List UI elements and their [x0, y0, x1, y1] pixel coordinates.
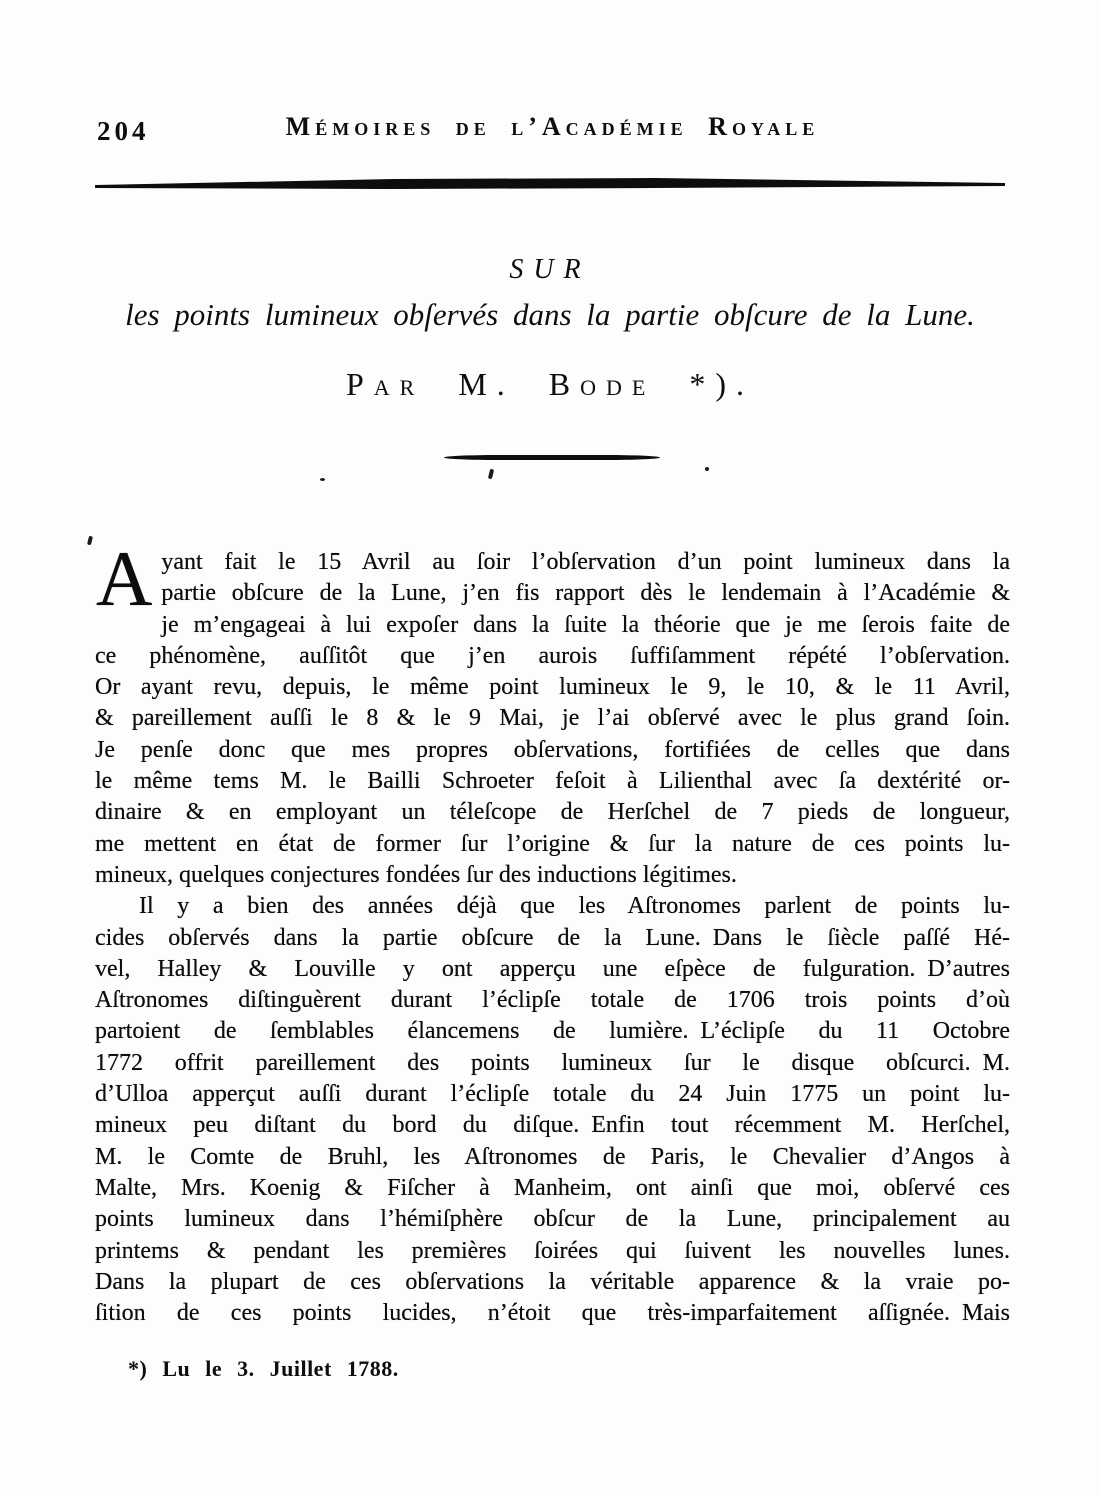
title-kicker: SUR: [509, 254, 591, 285]
running-title: Mémoires de l’Académie Royale: [285, 112, 820, 141]
body-line: Dans la plupart de ces obſervations la véritable apparence & la vraie po-: [95, 1268, 1010, 1295]
body-line: 1772 offrit pareillement des points lumineux ſur le disque obſcurci. M.: [95, 1049, 1010, 1076]
page-number: 204: [97, 116, 150, 146]
body-line: yant fait le 15 Avril au ſoir l’obſervation d’un point lumineux dans la: [161, 549, 1010, 575]
body-line: partie obſcure de la Lune, j’en fis rapport dès le lendemain à l’Académie &: [161, 580, 1010, 607]
article-body: [95, 535, 1010, 1329]
body-line: M. le Comte de Bruhl, les Aſtronomes de Paris, le Chevalier d’Angos à: [95, 1143, 1010, 1170]
title-divider: [444, 455, 660, 460]
article-title: les points lumineux obſervés dans la partie obſcure de la Lune.: [125, 297, 975, 332]
body-line: Aſtronomes diſtinguèrent durant l’éclipſe totale de 1706 trois points d’où: [95, 987, 1010, 1014]
body-line: Je penſe donc que mes propres obſervations, fortifiées de celles que dans: [95, 736, 1010, 763]
footnote: *) Lu le 3. Juillet 1788.: [128, 1356, 399, 1381]
ink-speck: [320, 478, 325, 481]
body-line: mineux peu diſtant du bord du diſque. Enfin tout récemment M. Herſchel,: [95, 1112, 1010, 1139]
body-line: cides obſervés dans la partie obſcure de la Lune. Dans le ſiècle paſſé Hé-: [95, 924, 1010, 951]
body-line: le même tems M. le Bailli Schroeter feſoit à Lilienthal avec ſa dextérité or-: [95, 768, 1010, 795]
body-line: mineux, quelques conjectures fondées ſur des inductions légitimes.: [95, 861, 737, 888]
body-line: ce phénomène, auſſitôt que j’en aurois ſuffiſamment répété l’obſervation.: [95, 642, 1010, 669]
byline: Par M. Bode *).: [345, 366, 755, 402]
body-line: d’Ulloa apperçut auſſi durant l’éclipſe totale du 24 Juin 1775 un point lu-: [95, 1081, 1010, 1108]
ink-speck: [488, 469, 494, 480]
body-line: Il y a bien des années déjà que les Aſtronomes parlent de points lu-: [139, 893, 1010, 920]
ink-speck: [87, 536, 93, 546]
body-line: me mettent en état de former ſur l’origine & ſur la nature de ces points lu-: [95, 830, 1010, 857]
body-line: vel, Halley & Louville y ont apperçu une eſpèce de fulguration. D’autres: [95, 955, 1010, 982]
body-line: printems & pendant les premières ſoirées qui ſuivent les nouvelles lunes.: [95, 1237, 1010, 1264]
body-line: & pareillement auſſi le 8 & le 9 Mai, je l’ai obſervé avec le plus grand ſoin.: [95, 705, 1010, 732]
body-line: Malte, Mrs. Koenig & Fiſcher à Manheim, ont ainſi que moi, obſervé ces: [95, 1174, 1010, 1201]
body-line: partoient de ſemblables élancemens de lumière. L’éclipſe du 11 Octobre: [95, 1018, 1010, 1045]
page-header: [95, 110, 1010, 154]
body-line: points lumineux dans l’hémiſphère obſcur de la Lune, principalement au: [95, 1206, 1010, 1233]
header-rule: [95, 176, 1005, 192]
drop-cap: A: [96, 535, 153, 622]
body-line: dinaire & en employant un téleſcope de Herſchel de 7 pieds de longueur,: [95, 799, 1010, 826]
body-line: je m’engageai à lui expoſer dans la ſuite la théorie que je me ſerois faite de: [161, 611, 1010, 638]
ink-speck: [705, 467, 709, 471]
body-line: Or ayant revu, depuis, le même point lumineux le 9, le 10, & le 11 Avril,: [95, 674, 1010, 701]
body-line: ſition de ces points lucides, n’étoit que très-imparfaitement aſſignée. Mais: [95, 1300, 1010, 1327]
